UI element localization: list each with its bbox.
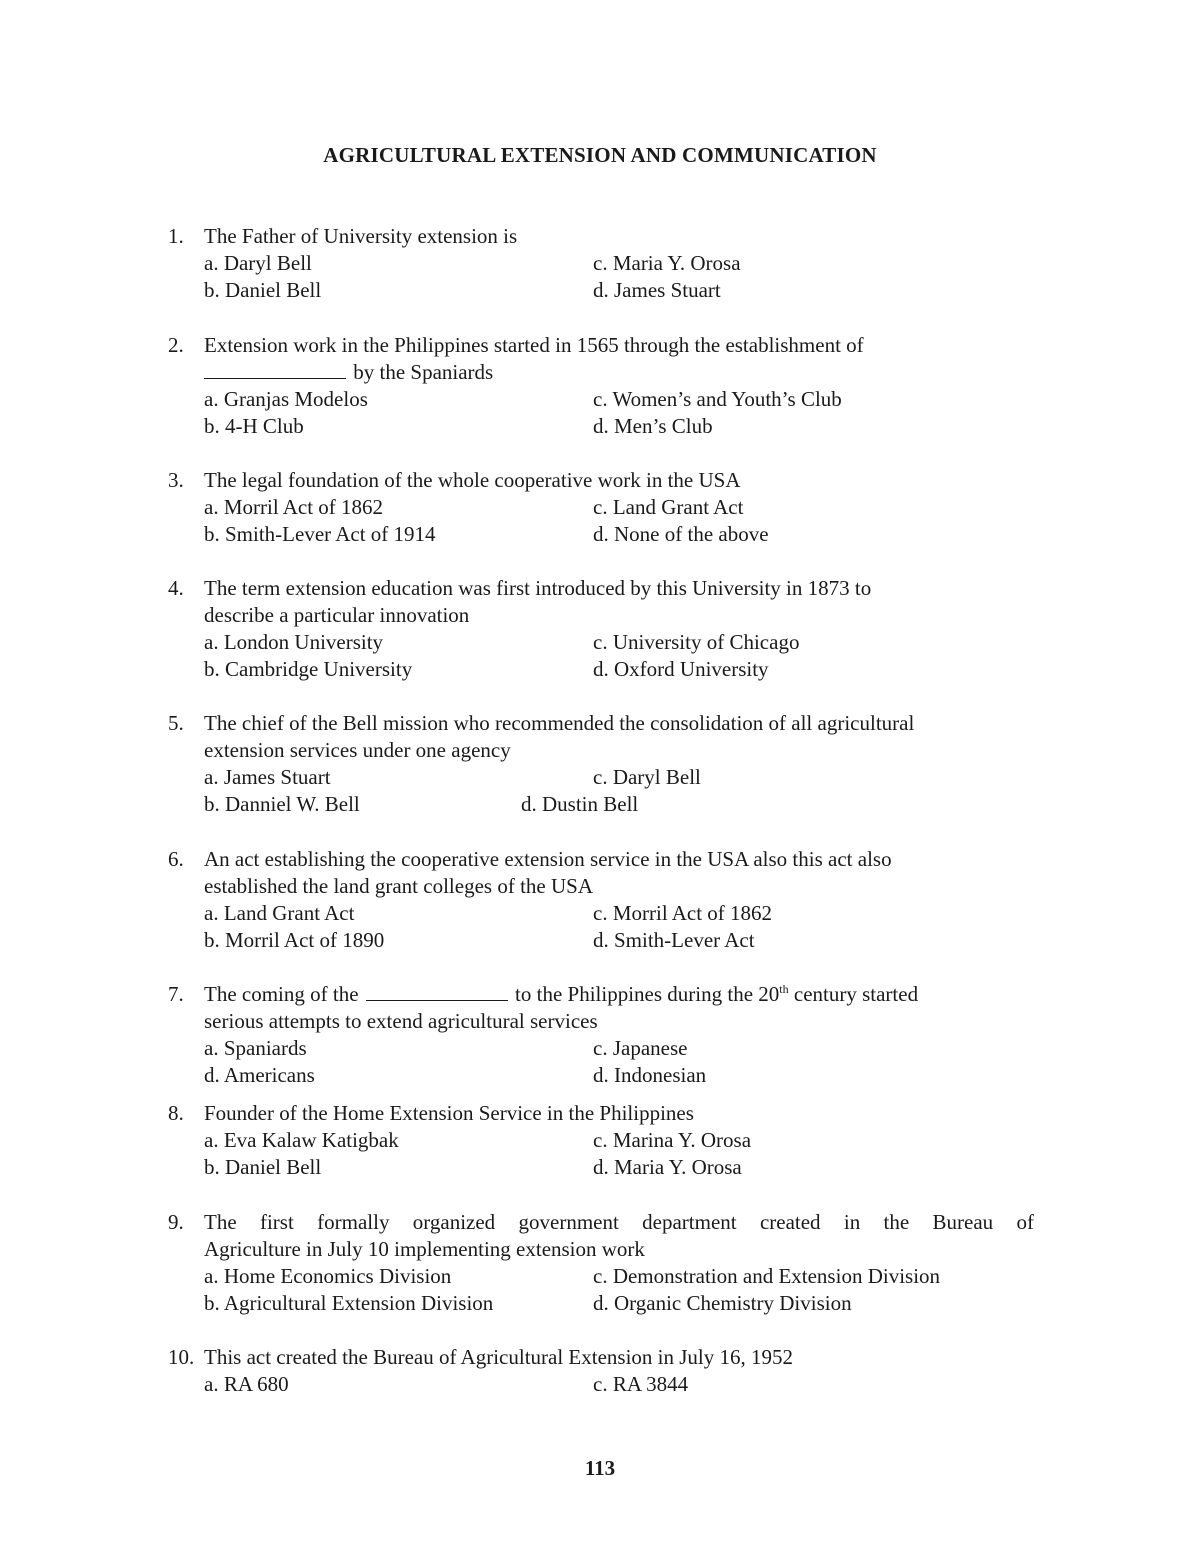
option-d: d. None of the above bbox=[593, 522, 769, 546]
question-text-line2: established the land grant colleges of the USA bbox=[204, 874, 593, 898]
option-b: d. Americans bbox=[204, 1063, 315, 1087]
option-a: a. James Stuart bbox=[204, 765, 331, 789]
option-a: a. Land Grant Act bbox=[204, 901, 355, 925]
question-text-line1: An act establishing the cooperative extension service in the USA also this act also bbox=[204, 847, 892, 871]
question-text-line2: by the Spaniards bbox=[353, 360, 494, 384]
option-d: d. Indonesian bbox=[593, 1063, 707, 1087]
question-number: 4. bbox=[168, 576, 184, 600]
question-text-part2: to the Philippines during the 20 bbox=[515, 982, 780, 1006]
question-number: 5. bbox=[168, 711, 184, 735]
option-b: b. Agricultural Extension Division bbox=[204, 1291, 494, 1315]
answer-blank bbox=[366, 982, 508, 1001]
option-b: b. Morril Act of 1890 bbox=[204, 928, 385, 952]
question-text-line1: The term extension education was first introduced by this University in 1873 to bbox=[204, 576, 872, 600]
option-c: c. Japanese bbox=[593, 1036, 688, 1060]
page-number: 113 bbox=[584, 1456, 616, 1480]
option-c: c. Land Grant Act bbox=[593, 495, 744, 519]
answer-blank bbox=[204, 360, 346, 379]
question-text bbox=[204, 846, 1034, 900]
option-b: b. Daniel Bell bbox=[204, 1155, 322, 1179]
question-text-line1: The first formally organized government department created in the Bureau of bbox=[204, 1210, 1034, 1234]
question-text-line2: Agriculture in July 10 implementing extension work bbox=[204, 1237, 645, 1261]
option-c: c. Daryl Bell bbox=[593, 765, 701, 789]
option-b: b. Danniel W. Bell bbox=[204, 792, 360, 816]
question-text-line1: The chief of the Bell mission who recommended the consolidation of all agricultural bbox=[204, 711, 915, 735]
option-c: c. Morril Act of 1862 bbox=[593, 901, 773, 925]
question-text-line2: describe a particular innovation bbox=[204, 603, 470, 627]
question-number: 10. bbox=[168, 1345, 195, 1369]
option-a: a. RA 680 bbox=[204, 1372, 289, 1396]
option-c: c. Marina Y. Orosa bbox=[593, 1128, 752, 1152]
question-text-line2: serious attempts to extend agricultural services bbox=[204, 1009, 598, 1033]
question-text bbox=[204, 332, 1034, 386]
option-a: a. London University bbox=[204, 630, 384, 654]
option-b: b. Smith-Lever Act of 1914 bbox=[204, 522, 436, 546]
page-title: AGRICULTURAL EXTENSION AND COMMUNICATION bbox=[323, 143, 877, 167]
question-number: 7. bbox=[168, 982, 184, 1006]
option-d: d. Oxford University bbox=[593, 657, 769, 681]
question-number: 2. bbox=[168, 333, 184, 357]
option-b: b. Cambridge University bbox=[204, 657, 413, 681]
question-text: This act created the Bureau of Agricultural Extension in July 16, 1952 bbox=[204, 1345, 794, 1369]
question-number: 8. bbox=[168, 1101, 184, 1125]
option-d: d. Men’s Club bbox=[593, 414, 713, 438]
option-d: d. Maria Y. Orosa bbox=[593, 1155, 742, 1179]
ordinal-suffix: th bbox=[779, 982, 789, 996]
question-number: 3. bbox=[168, 468, 184, 492]
option-d: d. James Stuart bbox=[593, 278, 721, 302]
option-a: a. Granjas Modelos bbox=[204, 387, 368, 411]
question-text: The legal foundation of the whole cooperative work in the USA bbox=[204, 468, 741, 492]
option-b: b. Daniel Bell bbox=[204, 278, 322, 302]
option-c: c. University of Chicago bbox=[593, 630, 800, 654]
option-a: a. Eva Kalaw Katigbak bbox=[204, 1128, 399, 1152]
option-d: d. Dustin Bell bbox=[521, 792, 639, 816]
option-d: d. Smith-Lever Act bbox=[593, 928, 755, 952]
option-d: d. Organic Chemistry Division bbox=[593, 1291, 852, 1315]
question-text bbox=[204, 710, 1034, 764]
question-text: The Father of University extension is bbox=[204, 224, 518, 248]
question-text-line2: extension services under one agency bbox=[204, 738, 511, 762]
question-text-part3: century started bbox=[793, 982, 919, 1006]
option-c: c. RA 3844 bbox=[593, 1372, 689, 1396]
question-number: 1. bbox=[168, 224, 184, 248]
option-a: a. Morril Act of 1862 bbox=[204, 495, 384, 519]
option-a: a. Home Economics Division bbox=[204, 1264, 452, 1288]
question-text bbox=[204, 1209, 1034, 1263]
question-number: 9. bbox=[168, 1210, 184, 1234]
option-a: a. Daryl Bell bbox=[204, 251, 312, 275]
option-b: b. 4-H Club bbox=[204, 414, 304, 438]
question-text bbox=[204, 575, 1034, 629]
question-text-part1: The coming of the bbox=[204, 982, 359, 1006]
option-c: c. Maria Y. Orosa bbox=[593, 251, 741, 275]
option-c: c. Women’s and Youth’s Club bbox=[593, 387, 842, 411]
question-text bbox=[204, 981, 1034, 1035]
option-a: a. Spaniards bbox=[204, 1036, 307, 1060]
question-text: Founder of the Home Extension Service in the Philippines bbox=[204, 1101, 694, 1125]
question-number: 6. bbox=[168, 847, 184, 871]
question-text-line1: Extension work in the Philippines started in 1565 through the establishment of bbox=[204, 333, 864, 357]
option-c: c. Demonstration and Extension Division bbox=[593, 1264, 941, 1288]
